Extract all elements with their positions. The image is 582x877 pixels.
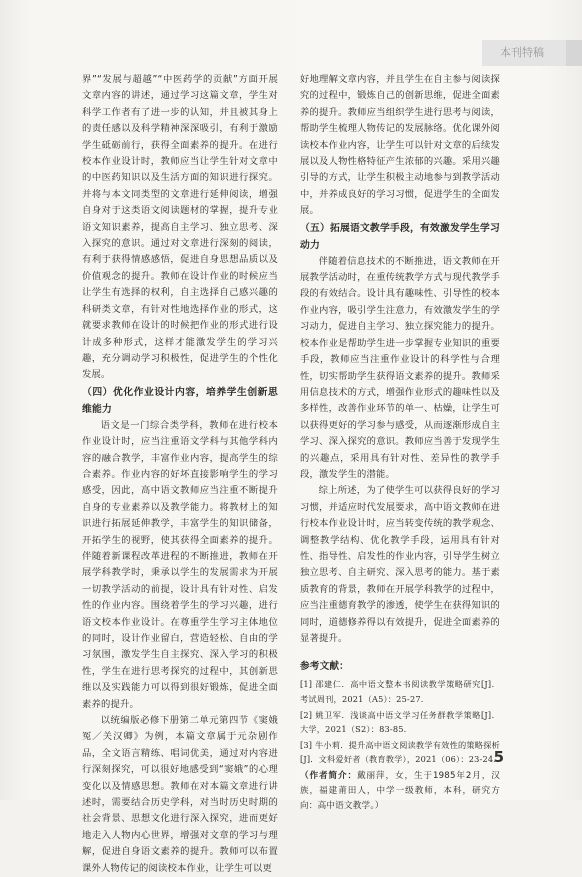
left-column: [82, 72, 278, 877]
section-header-label: 本刊特稿: [500, 46, 544, 59]
author-note: [300, 769, 500, 814]
section-heading: （五）拓展语文教学手段，有效激发学生学习动力: [300, 222, 500, 251]
paragraph: 综上所述，为了使学生可以获得良好的学习习惯，并适应时代发展要求，高中语文教师在进行校本作业设计时，应当转变传统的教学观念、调整教学结构、优化教学手段，运用具有针对性、指导性、启发性的作业内容，引导学生树立独立思考、自主研究、深入思考的能力。基于素质教育的背景，教师在开展学科教学的过程中，应当注重德育教学的渗透，使学生在获得知识的同时，道德修养得以有效提升，促进全面素养的显著提升。: [300, 485, 500, 644]
author-note-text: 戴丽萍，女，生于1985年2月，汉族，福建莆田人，中学一级教师，本科，研究方向：高中语文教学。）: [300, 770, 500, 811]
paragraph: 以统编版必修下册第二单元第四节《窦娥冤／关汉卿》为例，本篇文章属于元杂剧作品，全文语言精练、唱词优美，通过对内容进行深刻探究，可以很好地感受到“窦娥”的心理变化以及情感思想。教师在对本篇文章进行讲述时，需要结合历史学科，对当时历史时期的社会背景、思想文化进行深入探究，进而更好地走入人物内心世界，增强对文章的学习与理解，促进自身语文素养的提升。教师可以布置课外人物传记的阅读校本作业，让学生可以更: [82, 715, 278, 874]
author-note-label: （作者简介：: [300, 770, 357, 781]
reference-item: [2] 姚卫军．浅谈高中语文学习任务群教学策略[J]．大学，2021（S2）：83-85.: [300, 709, 500, 735]
paragraph: 好地理解文章内容，并且学生在自主参与阅读探究的过程中，锻炼自己的创新思维，促进全面素养的提升。教师应当组织学生进行思考与阅读，帮助学生梳理人物传记的发展脉络。优化课外阅读校本作业内容，让学生可以针对文章的后续发展以及人物性格特征产生浓郁的兴趣。采用兴趣引导的方式，让学生积极主动地参与到教学活动中，并养成良好的学习习惯，促进学生的全面发展。: [300, 74, 500, 217]
references-title: 参考文献：: [300, 661, 349, 673]
header-tag-bar: [566, 40, 582, 66]
section-heading: （四）优化作业设计内容，培养学生创新思维能力: [82, 386, 278, 415]
reference-item: [3] 牛小莉．提升高中语文阅读教学有效性的策略探析[J]．文科爱好者（教育教学），2021（06）：23-24.: [300, 740, 500, 765]
page-number: 5: [493, 748, 504, 766]
paragraph: 伴随着信息技术的不断推进，语文教师在开展教学活动时，在重传统教学方式与现代教学手段的有效结合。设计具有趣味性、引导性的校本作业内容，吸引学生注意力，有效激发学生的学习动力，促进自主学习、独立探究能力的提升。校本作业是帮助学生进一步掌握专业知识的重要手段，教师应当注重作业设计的科学性与合理性，切实帮助学生获得语文素养的提升。教师采用信息技术的方式，增强作业形式的趣味性以及多样性，改善作业环节的单一、枯燥，让学生可以获得更好的学习参与感受，从而逐渐形成自主学习、深入探究的意识。教师应当善于发现学生的兴趣点，采用具有针对性、差异性的教学手段，激发学生的潜能。: [300, 255, 500, 480]
paragraph: 界”“发展与超越”“中医药学的贡献”方面开展文章内容的讲述，通过学习这篇文章，学生对科学工作者有了进一步的认知，并且被其身上的责任感以及科学精神深深吸引，有利于激励学生砥砺前行，获得全面素养的提升。在进行校本作业设计时，教师应当让学生针对文章中的中医药知识以及生活方面的知识进行探究。并将与本文同类型的文章进行延伸阅读，增强自身对于这类语文阅读题材的掌握，提升专业语文知识素养，提高自主学习、独立思考、深入探究的意识。通过对文章进行深刻的阅读，有利于获得情感感悟，促进自身思想品质以及价值观念的提升。教师在设计作业的时候应当让学生有选择的权利，自主选择自己感兴趣的科研类文章，有针对性地选择作业的形式，这就要求教师在设计的时候把作业的形式进行设计成多种形式，这样才能激发学生的学习兴趣，充分调动学习积极性，促进学生的个性化发展。: [82, 74, 278, 381]
right-column: [300, 72, 500, 814]
section-header-tag: [482, 40, 582, 66]
reference-item: [1] 邵建仁．高中语文整本书阅读教学策略研究[J]．考试周刊，2021（A5）：25-27.: [300, 679, 500, 704]
paragraph: 语文是一门综合类学科，教师在进行校本作业设计时，应当注重语文学科与其他学科内容的融合教学，丰富作业内容，提高学生的综合素养。作业内容的好坏直接影响学生的学习感受，因此，高中语文教师应当注重不断提升自身的专业素养以及教学能力。将教材上的知识进行拓展延伸教学，丰富学生的知识储备，开拓学生的视野，使其获得全面素养的提升。伴随着新课程改革进程的不断推进，教师在开展学科教学时，秉承以学生的发展需求为开展一切教学活动的前提，设计具有针对性、启发性的作业内容。围绕着学生的学习兴趣，进行语文校本作业设计。在尊重学生学习主体地位的同时，设计作业留白，营造轻松、自由的学习氛围，激发学生自主探究、深入学习的积极性，学生在进行思考探究的过程中，其创新思维以及实践能力可以得到很好锻炼，促进全面素养的提升。: [82, 419, 278, 710]
